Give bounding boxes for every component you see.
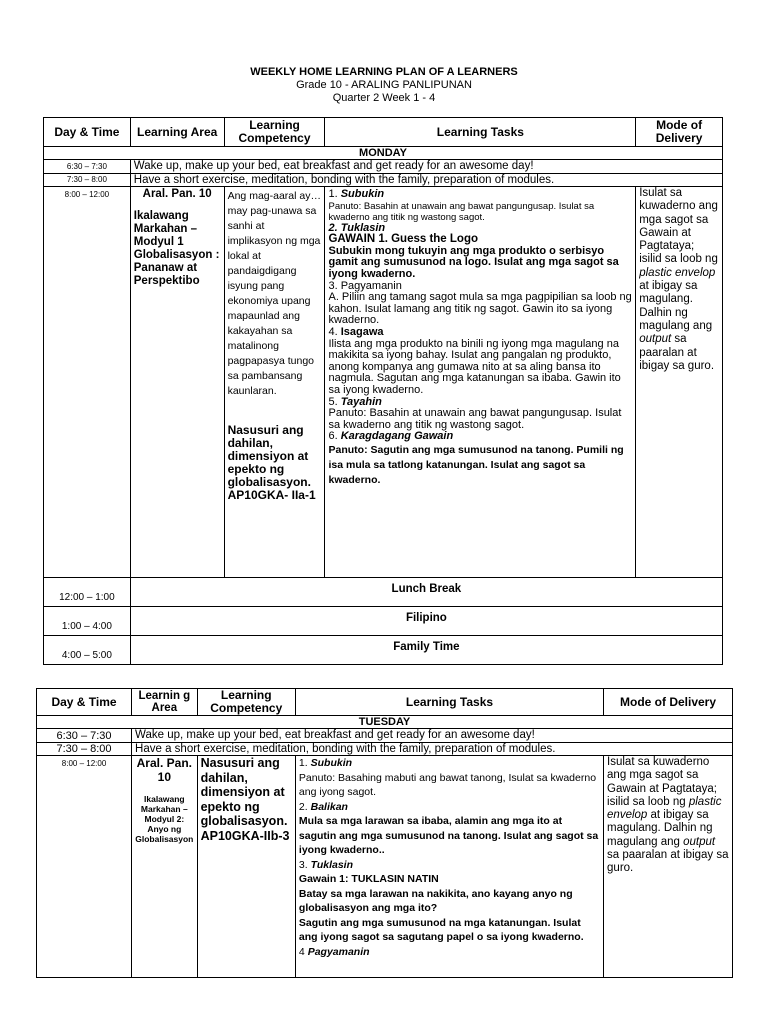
task-desc: Panuto: Basahing mabuti ang bawat tanong, Isulat sa kwaderno ang iyong sagot. [298, 771, 597, 798]
competency-bold: Nasusuri ang dahilan, dimensiyon at epekto ng globalisasyon. AP10GKA- IIa-1 [227, 423, 316, 502]
task-desc: Sagutin ang mga sumusunod na mga katanungan. Isulat ang iyong sagot sa sagutang papel o sa iyong kwaderno. [298, 916, 584, 943]
table-row [37, 756, 733, 978]
task-heading: 3. Pagyamanin [328, 279, 402, 292]
mode-text: Isulat sa kuwaderno ang mga sagot sa Gawain at Pagtataya; isilid sa loob ng [639, 187, 718, 266]
table-row [44, 636, 723, 665]
tuesday-plan-table [36, 688, 733, 978]
task-desc: Batay sa mga larawan na nakikita, ano kayang anyo ng globalisasyon ang mga ito? [298, 887, 573, 914]
col-learning-area: Learnin g Area [132, 689, 198, 716]
table-row [44, 578, 723, 607]
time-cell: 4:00 – 5:00 [44, 636, 131, 665]
competency-text: Nasusuri ang dahilan, dimensiyon at epekto ng globalisasyon. AP10GKA-IIb-3 [200, 756, 290, 843]
table-row [37, 729, 733, 743]
task-number: 4 [298, 945, 308, 958]
mode-text: at ibigay sa magulang. Dalhin ng magulang ang [607, 809, 713, 848]
time-cell: 8:00 – 12:00 [37, 756, 132, 978]
family-time-cell: Family Time [130, 636, 722, 665]
col-learning-tasks: Learning Tasks [295, 689, 603, 716]
activity-cell: Wake up, make up your bed, eat breakfast and get ready for an awesome day! [132, 729, 733, 743]
day-label-monday: MONDAY [44, 147, 723, 160]
area-body: Ikalawang Markahan – Modyul 1 Globalisasyon : Pananaw at Perspektibo [133, 210, 220, 287]
time-cell: 7:30 – 8:00 [37, 743, 132, 756]
task-number: 5. [328, 395, 341, 408]
learning-tasks-cell [295, 756, 603, 978]
col-mode-of-delivery: Mode of Delivery [604, 689, 733, 716]
task-number: 3. [298, 858, 311, 871]
table-row [37, 743, 733, 756]
mode-text-italic: output [683, 835, 716, 848]
task-number: 2. [298, 800, 311, 813]
task-desc: Subukin mong tukuyin ang mga produkto o serbisyo gamit ang sumusunod na logo. Isulat ang mga sagot sa iyong kwaderno. [328, 244, 619, 280]
plan-header [0, 66, 768, 105]
learning-tasks-cell [325, 187, 636, 578]
mode-text: sa paaralan at ibigay sa guro. [607, 849, 729, 875]
table-header-row [44, 118, 723, 147]
plan-title: WEEKLY HOME LEARNING PLAN OF A LEARNERS [250, 66, 518, 78]
col-mode-of-delivery: Mode of Delivery [636, 118, 723, 147]
mode-of-delivery-cell [604, 756, 733, 978]
lunch-break-cell: Lunch Break [130, 578, 722, 607]
area-title: Aral. Pan. 10 [142, 188, 212, 200]
task-desc: Panuto: Basahin at unawain ang bawat pangungusap. Isulat sa kwaderno ang titik ng wastong sagot. [328, 200, 595, 223]
table-row [44, 160, 723, 174]
area-body: Ikalawang Markahan – Modyul 2: Anyo ng Globalisasyon [135, 794, 194, 844]
competency-text: Ang mag-aaral ay… may pag-unawa sa sanhi at implikasyon ng mga lokal at pandaigdigang isyung pang ekonomiya upang mapaunlad ang kakayahan sa matalinong pagpapasya tungo sa pambansang kaunlaran. [227, 190, 321, 397]
time-cell: 6:30 – 7:30 [37, 729, 132, 743]
task-activity: Gawain 1: TUKLASIN NATIN [298, 873, 439, 885]
task-desc: Panuto: Sagutin ang mga sumusunod na tanong. Pumili ng isa mula sa tatlong katanungan. Isulat ang sagot sa kwaderno. [328, 443, 624, 486]
task-desc: A. Piliin ang tamang sagot mula sa mga pagpipilian sa loob ng kahon. Isulat lamang ang titik ng sagot. Gawin ito sa iyong kwaderno. [328, 291, 632, 327]
task-number: 1. [298, 757, 311, 769]
task-desc: Ilista ang mga produkto na binili ng iyong mga magulang na makikita sa iyong bahay. Isulat ang pangalan ng produkto, anong kompanya ang gumawa nito at sa aling bansa ito nagmula. Sagutan ang mga katanungan sa ibaba. Gawin ito sa iyong kwaderno. [328, 337, 621, 396]
time-cell: 1:00 – 4:00 [44, 607, 131, 636]
activity-cell: Have a short exercise, meditation, bonding with the family, preparation of modules. [132, 743, 733, 756]
col-day-time: Day & Time [37, 689, 132, 716]
learning-area-cell [130, 187, 224, 578]
time-cell: 12:00 – 1:00 [44, 578, 131, 607]
activity-cell: Wake up, make up your bed, eat breakfast and get ready for an awesome day! [130, 160, 722, 174]
task-heading: 2. Tuklasin [328, 221, 386, 234]
task-number: 4. [328, 325, 341, 338]
quarter-line: Quarter 2 Week 1 - 4 [332, 92, 436, 104]
mode-text-italic: output [639, 333, 672, 346]
table-row [44, 607, 723, 636]
day-label-tuesday: TUESDAY [37, 716, 733, 729]
time-cell: 7:30 – 8:00 [44, 174, 131, 187]
mode-text-italic: plastic envelop [639, 266, 716, 279]
task-heading: Subukin [310, 757, 353, 769]
task-heading: Karagdagang Gawain [340, 430, 454, 443]
filipino-cell: Filipino [130, 607, 722, 636]
mode-of-delivery-cell [636, 187, 723, 578]
task-number: 6. [328, 430, 341, 443]
monday-plan-table [43, 117, 723, 665]
time-cell: 6:30 – 7:30 [44, 160, 131, 174]
task-desc: Panuto: Basahin at unawain ang bawat pangungusap. Isulat sa kwaderno ang titik ng wastong sagot. [328, 407, 622, 431]
table-row [44, 174, 723, 187]
mode-text: sa paaralan at ibigay sa guro. [639, 333, 715, 372]
task-heading: Balikan [310, 800, 348, 813]
area-title: Aral. Pan. 10 [136, 756, 192, 784]
task-heading: Tayahin [340, 395, 382, 408]
competency-cell [224, 187, 325, 578]
competency-cell [197, 756, 295, 978]
col-learning-competency: Learning Competency [197, 689, 295, 716]
mode-text: at ibigay sa magulang. Dalhin ng magulang ang [639, 280, 713, 332]
task-number: 1. [328, 188, 341, 200]
col-learning-tasks: Learning Tasks [325, 118, 636, 147]
task-desc: Mula sa mga larawan sa ibaba, alamin ang mga ito at sagutin ang mga sumusunod na tanong. Isulat ang sagot sa iyong kwaderno.. [298, 815, 599, 856]
task-heading: Subukin [340, 188, 385, 200]
task-activity: GAWAIN 1. Guess the Logo [328, 233, 479, 246]
col-learning-competency: Learning Competency [224, 118, 325, 147]
mode-text-italic: plastic envelop [607, 795, 722, 822]
learning-area-cell [132, 756, 198, 978]
table-header-row [37, 689, 733, 716]
grade-line: Grade 10 - ARALING PANLIPUNAN [296, 79, 472, 91]
activity-cell: Have a short exercise, meditation, bonding with the family, preparation of modules. [130, 174, 722, 187]
col-learning-area: Learning Area [130, 118, 224, 147]
table-row [44, 187, 723, 578]
task-heading: Isagawa [340, 325, 384, 338]
time-cell: 8:00 – 12:00 [44, 187, 131, 578]
task-heading: Tuklasin [310, 858, 354, 871]
mode-text: Isulat sa kuwaderno ang mga sagot sa Gawain at Pagtataya; isilid sa loob ng [607, 756, 717, 808]
col-day-time: Day & Time [44, 118, 131, 147]
task-heading: Pagyamanin [307, 945, 370, 958]
